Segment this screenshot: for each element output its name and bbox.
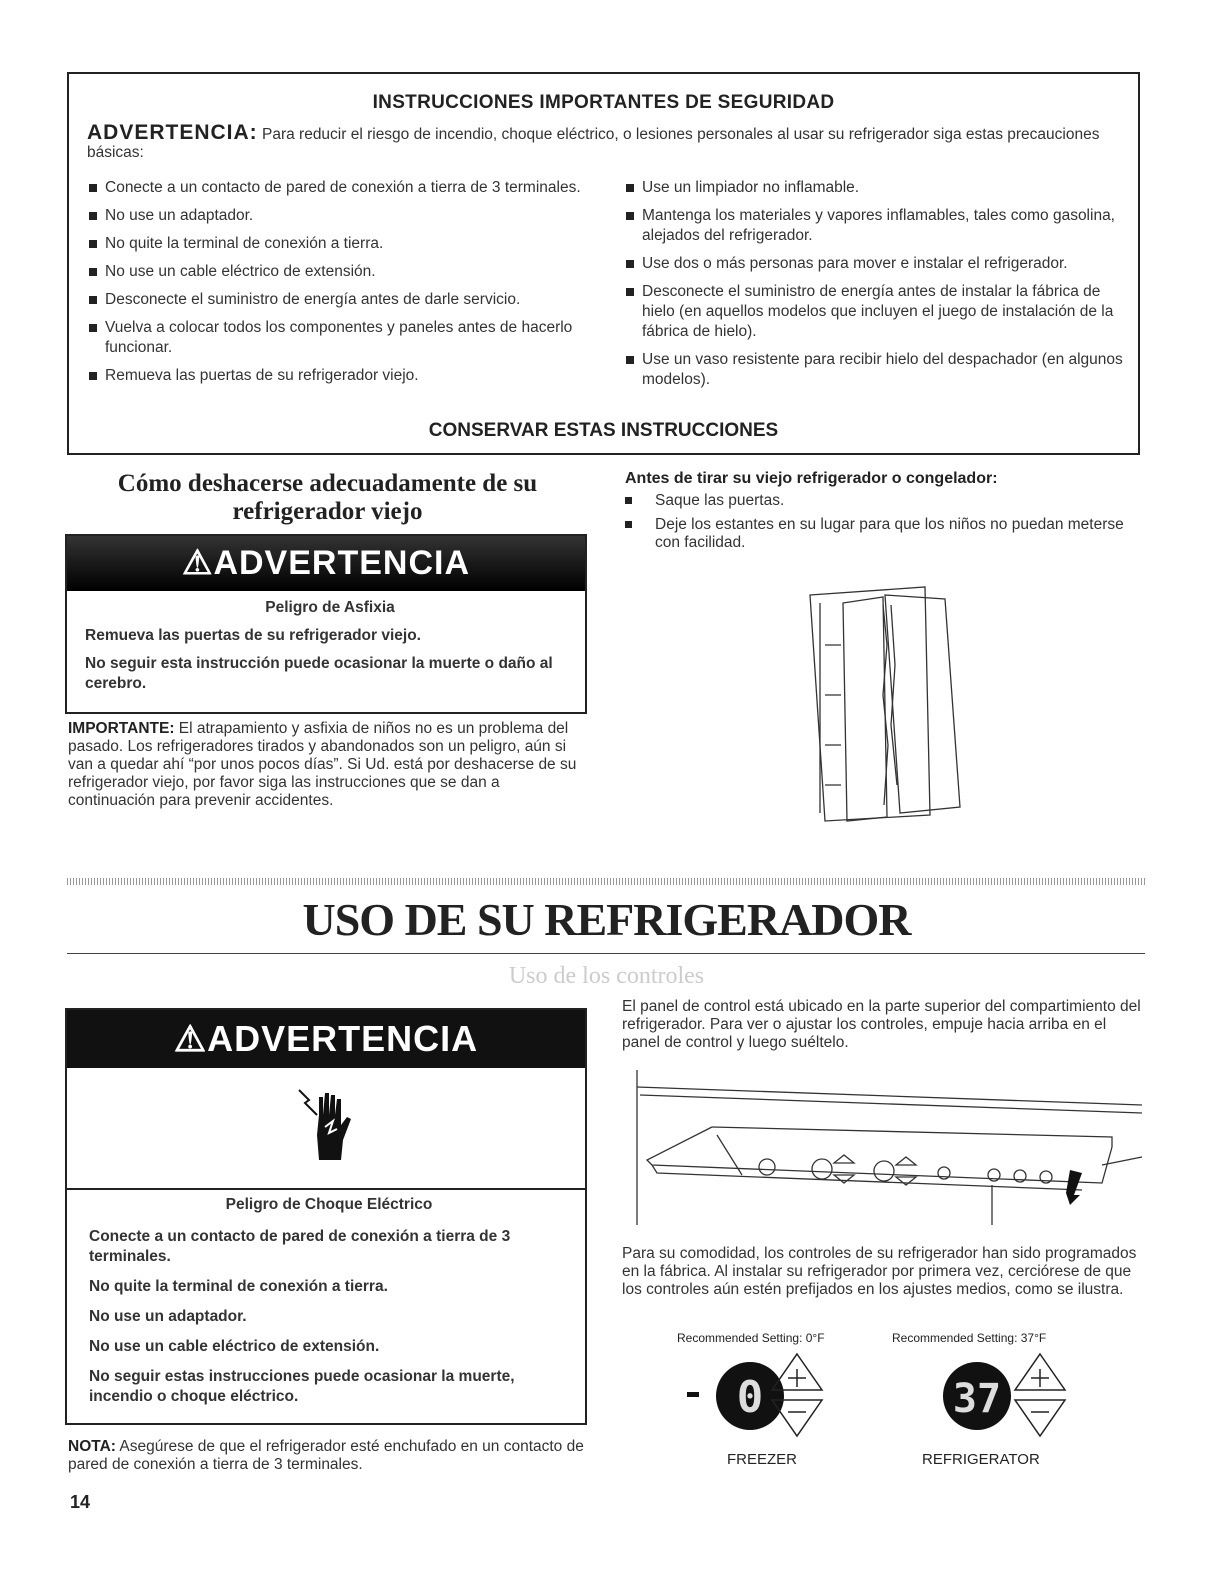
freezer-display: 0 <box>736 1372 764 1423</box>
controls-subtitle: Uso de los controles <box>508 963 705 989</box>
warning-line: Remueva las puertas de su refrigerador viejo. <box>85 627 421 644</box>
warning-triangle-icon: ⚠ <box>181 544 214 582</box>
warning-line: No use un adaptador. <box>89 1308 247 1325</box>
safety-footer: CONSERVAR ESTAS INSTRUCCIONES <box>428 420 779 441</box>
freezer-label: FREEZER <box>727 1451 798 1468</box>
asfixia-warning-box <box>65 534 587 714</box>
warning-line: No seguir estas instrucciones puede ocasionar la muerte, incendio o choque eléctrico. <box>89 1368 515 1405</box>
safety-list-left <box>87 178 597 394</box>
list-item: Mantenga los materiales y vapores inflamables, tales como gasolina, alejados del refrigerador. <box>624 206 1124 246</box>
refrigerator-display: 37 <box>952 1376 1002 1422</box>
list-item: Use un vaso resistente para recibir hielo del despachador (en algunos modelos). <box>624 350 1124 390</box>
nota-label: NOTA: <box>68 1438 116 1455</box>
list-item: Conecte a un contacto de pared de conexión a tierra de 3 terminales. <box>87 178 597 198</box>
warning-label: ADVERTENCIA: <box>87 121 258 144</box>
warning-text: Para reducir el riesgo de incendio, choque eléctrico, o lesiones personales al usar su refrigerador siga estas precauciones básicas: <box>87 126 1100 161</box>
list-item: Desconecte el suministro de energía antes de instalar la fábrica de hielo (en aquellos modelos que incluyen el juego de instalación de la fábrica de hielo). <box>624 282 1124 342</box>
list-item: Desconecte el suministro de energía antes de darle servicio. <box>87 290 597 310</box>
safety-intro <box>87 121 1127 162</box>
antes-list <box>625 492 1125 558</box>
list-item: Vuelva a colocar todos los componentes y paneles antes de hacerlo funcionar. <box>87 318 597 358</box>
disposal-title: Cómo deshacerse adecuadamente de su refrigerador viejo <box>117 470 538 525</box>
list-item: Remueva las puertas de su refrigerador viejo. <box>87 366 597 386</box>
list-item: No use un adaptador. <box>87 206 597 226</box>
list-item: Use dos o más personas para mover e instalar el refrigerador. <box>624 254 1124 274</box>
warning-line: No quite la terminal de conexión a tierra. <box>89 1278 388 1295</box>
warning-line: No seguir esta instrucción puede ocasionar la muerte o daño al cerebro. <box>85 655 553 692</box>
important-text: El atrapamiento y asfixia de niños no es un problema del pasado. Los refrigeradores tirados y abandonados son un peligro, aún si van a quedar ahí “por unos pocos días”. Si Ud. está por deshacerse de su refrigerador viejo, por favor siga las instrucciones que se dan a continuación para prevenir accidentes. <box>68 720 577 809</box>
minus-sign <box>687 1392 699 1397</box>
control-panel-illustration <box>622 1065 1147 1240</box>
warning-banner <box>67 1010 585 1068</box>
asfixia-warning-body <box>85 598 575 702</box>
refrigerator-illustration <box>805 585 965 825</box>
hazard-title: Peligro de Choque Eléctrico <box>225 1196 433 1213</box>
uso-title: USO DE SU REFRIGERADOR <box>302 894 911 945</box>
nota <box>68 1438 588 1474</box>
nota-text: Asegúrese de que el refrigerador esté enchufado en un contacto de pared de conexión a tierra de 3 terminales. <box>68 1438 584 1473</box>
refrigerator-label: REFRIGERATOR <box>922 1451 1040 1468</box>
safety-title: INSTRUCCIONES IMPORTANTES DE SEGURIDAD <box>372 92 835 113</box>
important-label: IMPORTANTE: <box>68 720 175 737</box>
antes-title: Antes de tirar su viejo refrigerador o congelador: <box>625 470 998 487</box>
electric-shock-warning-body <box>89 1195 569 1417</box>
list-item: Saque las puertas. <box>625 492 1125 510</box>
refrigerator-minus-icon <box>1015 1400 1065 1436</box>
refrigerator-recommended-setting: Recommended Setting: 37°F <box>892 1331 1047 1345</box>
freezer-recommended-setting: Recommended Setting: 0°F <box>677 1331 825 1345</box>
safety-instructions-box <box>67 72 1140 455</box>
safety-list-right <box>624 178 1124 398</box>
list-item: Use un limpiador no inflamable. <box>624 178 1124 198</box>
panel-description: El panel de control está ubicado en la parte superior del compartimiento del refrigerador. Para ver o ajustar los controles, empuje hacia arriba en el panel de control y luego suéltelo. <box>622 998 1141 1051</box>
title-rule <box>67 953 1145 954</box>
warning-line: Conecte a un contacto de pared de conexión a tierra de 3 terminales. <box>89 1228 511 1265</box>
warning-banner <box>67 536 585 591</box>
warning-banner-text: ADVERTENCIA <box>213 544 471 582</box>
list-item: Deje los estantes en su lugar para que los niños no puedan meterse con facilidad. <box>625 516 1125 552</box>
page-number: 14 <box>70 1492 91 1512</box>
electric-shock-hand-icon <box>297 1085 357 1175</box>
list-item: No use un cable eléctrico de extensión. <box>87 262 597 282</box>
important-note <box>68 720 588 810</box>
hazard-title: Peligro de Asfixia <box>265 599 395 616</box>
warning-line: No use un cable eléctrico de extensión. <box>89 1338 380 1355</box>
temperature-dials-illustration <box>672 1328 1112 1478</box>
warning-triangle-icon: ⚠ <box>173 1018 208 1059</box>
warning-separator <box>67 1188 585 1190</box>
warning-banner-text: ADVERTENCIA <box>207 1018 479 1059</box>
section-divider <box>67 878 1145 885</box>
electric-shock-warning-box <box>65 1008 587 1425</box>
list-item: No quite la terminal de conexión a tierra. <box>87 234 597 254</box>
factory-settings-description: Para su comodidad, los controles de su refrigerador han sido programados en la fábrica. Al instalar su refrigerador por primera vez, cerciórese de que los controles aún estén prefijados en los ajustes medios, como se ilustra. <box>622 1245 1137 1298</box>
